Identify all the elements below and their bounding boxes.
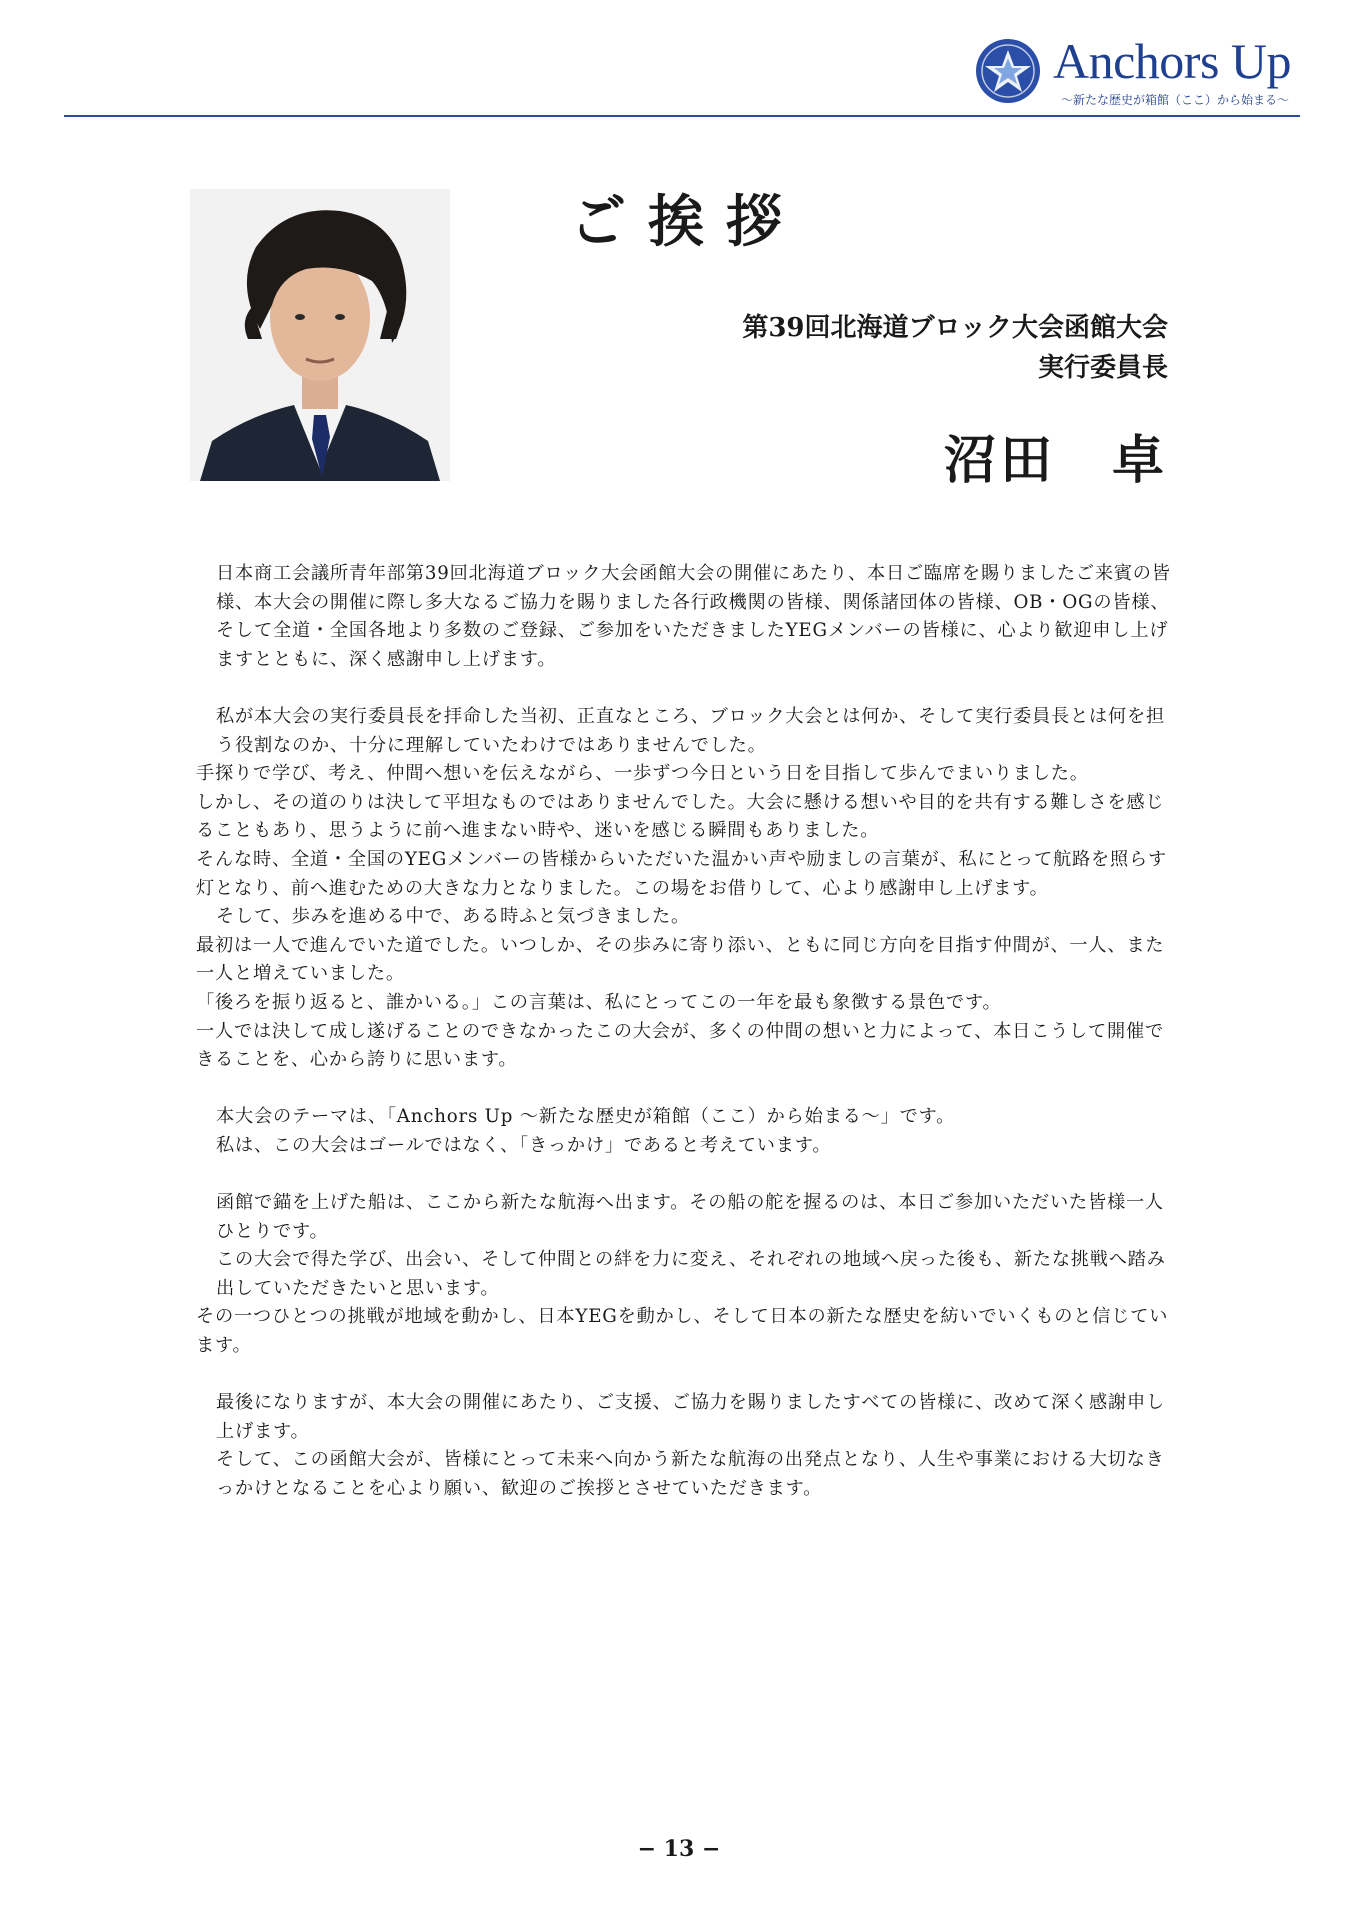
- paragraph: この大会で得た学び、出会い、そして仲間との絆を力に変え、それぞれの地域へ戻った後も、新たな挑戦へ踏み出していただきたいと思います。: [216, 1249, 1166, 1299]
- author-role: 実行委員長: [1037, 353, 1168, 383]
- author-name: 沼田 卓: [943, 430, 1168, 491]
- paragraph: そして、歩みを進める中で、ある時ふと気づきました。: [216, 906, 690, 928]
- paragraph: 最後になりますが、本大会の開催にあたり、ご支援、ご協力を賜りましたすべての皆様に、改めて深く感謝申し上げます。: [216, 1392, 1166, 1442]
- greeting-body: [196, 560, 1171, 1504]
- paragraph: しかし、その道のりは決して平坦なものではありませんでした。大会に懸ける想いや目的を共有する難しさを感じることもあり、思うように前へ進まない時や、迷いを感じる瞬間もありました。: [196, 791, 1165, 842]
- page-title: ご挨拶: [570, 189, 804, 255]
- paragraph: 手探りで学び、考え、仲間へ想いを伝えながら、一歩ずつ今日という日を目指して歩んでまいりました。: [196, 763, 1089, 785]
- paragraph: 「後ろを振り返ると、誰かいる。」この言葉は、私にとってこの一年を最も象徴する景色です。: [196, 991, 1002, 1013]
- author-organization: 第39回北海道ブロック大会函館大会: [742, 313, 1168, 343]
- paragraph: 最初は一人で進んでいた道でした。いつしか、その歩みに寄り添い、ともに同じ方向を目指す仲間が、一人、また一人と増えていました。: [196, 934, 1165, 985]
- paragraph: その一つひとつの挑戦が地域を動かし、日本YEGを動かし、そして日本の新たな歴史を紡いでいくものと信じています。: [196, 1306, 1169, 1357]
- paragraph: 函館で錨を上げた船は、ここから新たな航海へ出ます。その船の舵を握るのは、本日ご参加いただいた皆様一人ひとりです。: [216, 1192, 1164, 1242]
- portrait-photo: [190, 189, 450, 481]
- paragraph: そんな時、全道・全国のYEGメンバーの皆様からいただいた温かい声や励ましの言葉が、私にとって航路を照らす灯となり、前へ進むための大きな力となりました。この場をお借りして、心より感謝申し上げます。: [196, 848, 1167, 899]
- page-number: − 13 −: [637, 1836, 721, 1862]
- paragraph: そして、この函館大会が、皆様にとって未来へ向かう新たな航海の出発点となり、人生や事業における大切なきっかけとなることを心より願い、歓迎のご挨拶とさせていただきます。: [216, 1449, 1165, 1499]
- paragraph: 日本商工会議所青年部第39回北海道ブロック大会函館大会の開催にあたり、本日ご臨席を賜りましたご来賓の皆様、本大会の開催に際し多大なるご協力を賜りました各行政機関の皆様、関係諸団体の皆様、OB・OGの皆様、そして全道・全国各地より多数のご登録、ご参加をいただきましたYEGメンバーの皆様に、心より歓迎申し上げますとともに、深く感謝申し上げます。: [216, 563, 1171, 670]
- paragraph: 本大会のテーマは、「Anchors Up 〜新たな歴史が箱館（ここ）から始まる〜」です。: [216, 1106, 956, 1128]
- star-emblem-icon: [975, 38, 1041, 104]
- header-rule: [64, 115, 1300, 117]
- logo-subtitle: 〜新たな歴史が箱館（ここ）から始まる〜: [1061, 93, 1290, 107]
- paragraph: 私は、この大会はゴールではなく、「きっかけ」であると考えています。: [216, 1134, 832, 1156]
- paragraph: 私が本大会の実行委員長を拝命した当初、正直なところ、ブロック大会とは何か、そして実行委員長とは何を担う役割なのか、十分に理解していたわけではありませんでした。: [216, 705, 1166, 756]
- anchors-up-logo: [975, 34, 1305, 110]
- paragraph: 一人では決して成し遂げることのできなかったこの大会が、多くの仲間の想いと力によって、本日こうして開催できることを、心から誇りに思います。: [196, 1020, 1164, 1071]
- logo-text: Anchors Up: [1053, 33, 1292, 89]
